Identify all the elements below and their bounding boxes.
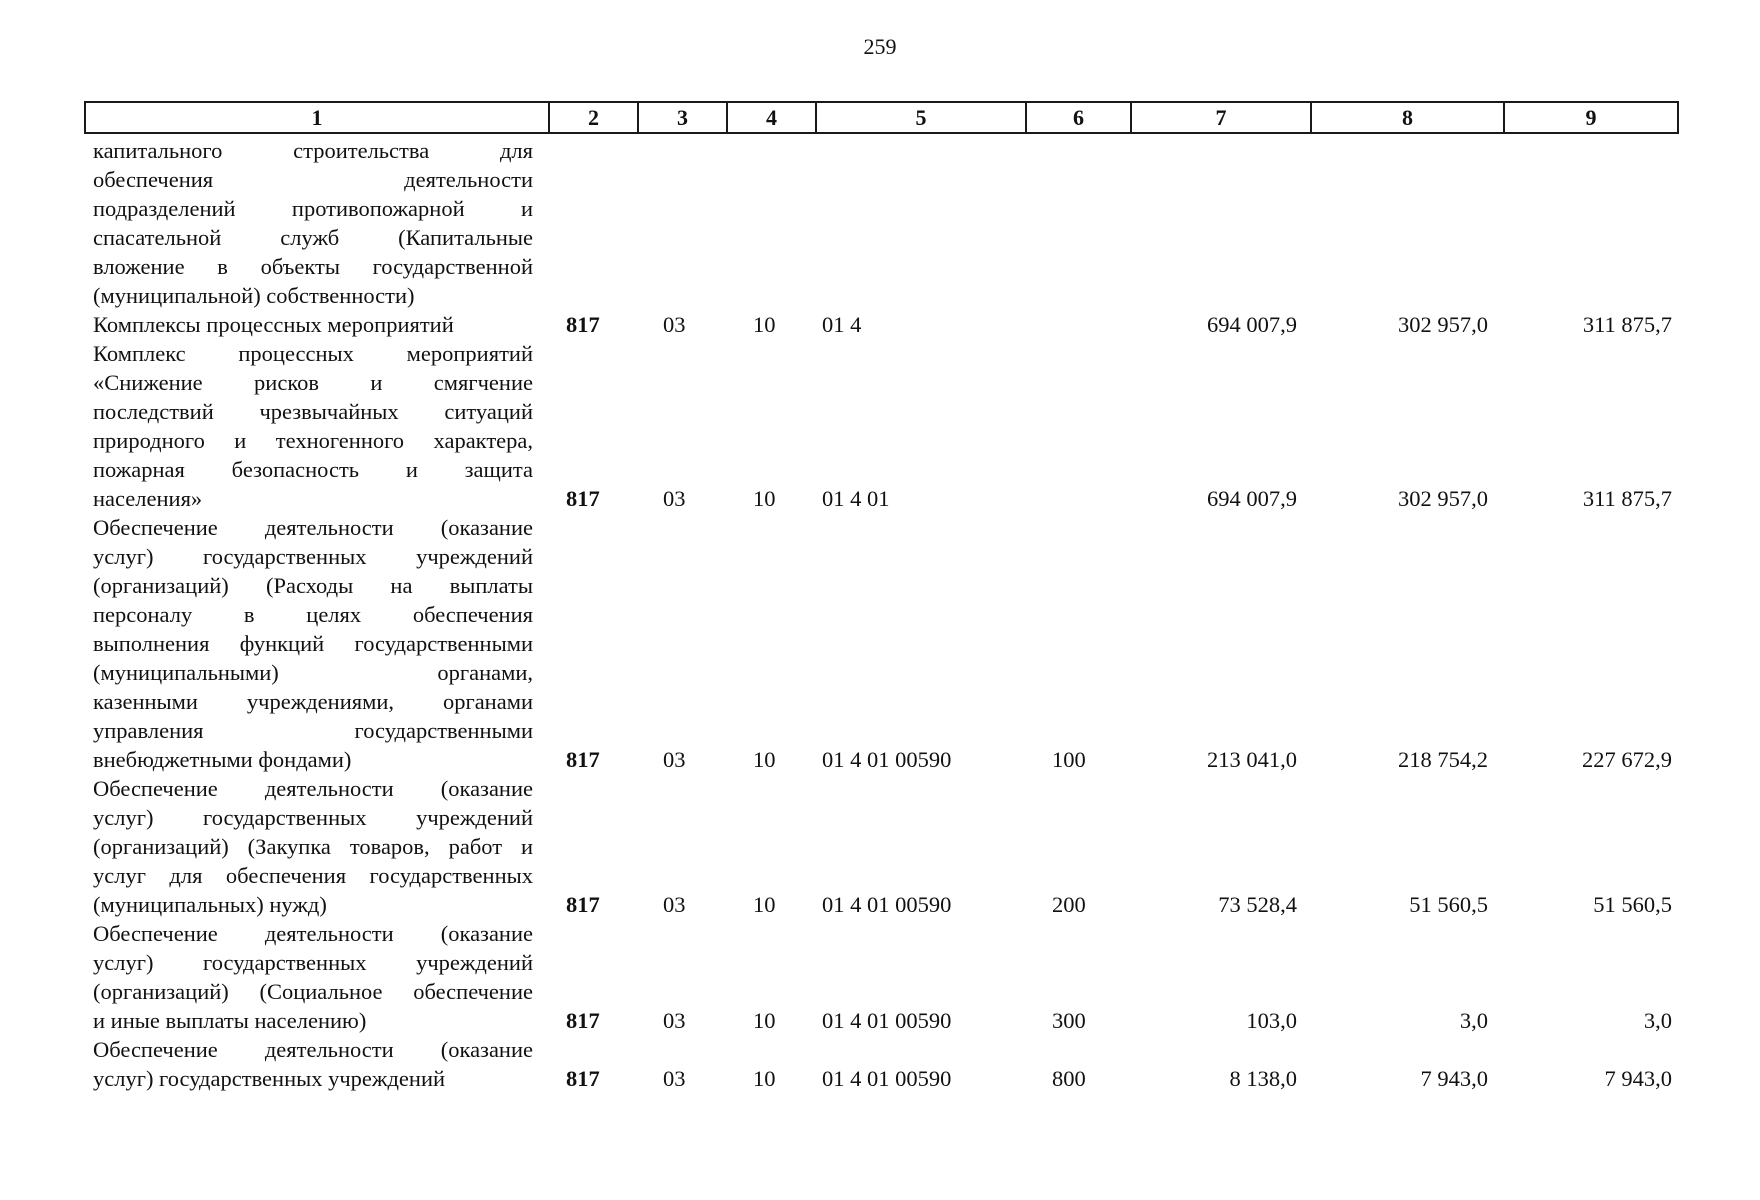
header-col-4: 4	[726, 103, 815, 132]
table-row	[0, 1064, 1760, 1093]
cell-2026: 311 875,7	[1582, 486, 1672, 511]
cell-2024: 103,0	[1246, 1008, 1297, 1033]
cell-rz: 03	[663, 312, 686, 337]
cell-pr: 10	[753, 486, 776, 511]
cell-2026: 3,0	[1643, 1008, 1672, 1033]
cell-grbs: 817	[566, 1066, 600, 1091]
cell-vr: 800	[1052, 1066, 1086, 1091]
cell-csr: 01 4 01 00590	[822, 747, 952, 772]
description-line: и иные выплаты населению)	[93, 1008, 367, 1033]
cell-grbs: 817	[566, 486, 600, 511]
description-line: капитального строительства для	[93, 138, 533, 163]
row-description	[93, 136, 533, 310]
description-line: Обеспечение деятельности (оказание	[93, 1037, 533, 1062]
description-line: спасательной служб (Капитальные	[93, 225, 533, 250]
description-line: управления государственными	[93, 718, 533, 743]
cell-2024: 694 007,9	[1207, 312, 1297, 337]
cell-vr: 300	[1052, 1008, 1086, 1033]
cell-2024: 213 041,0	[1207, 747, 1297, 772]
cell-rz: 03	[663, 486, 686, 511]
cell-2026: 51 560,5	[1593, 892, 1672, 917]
description-line: (организаций) (Закупка товаров, работ и	[93, 834, 533, 859]
table-row	[0, 745, 1760, 774]
cell-csr: 01 4	[822, 312, 862, 337]
cell-pr: 10	[753, 1066, 776, 1091]
description-line: услуг) государственных учреждений	[93, 544, 533, 569]
cell-pr: 10	[753, 1008, 776, 1033]
description-line: (муниципальных) нужд)	[93, 892, 327, 917]
row-description	[93, 513, 533, 774]
cell-rz: 03	[663, 892, 686, 917]
cell-2026: 227 672,9	[1582, 747, 1672, 772]
description-line: подразделений противопожарной и	[93, 196, 533, 221]
cell-grbs: 817	[566, 747, 600, 772]
description-line: последствий чрезвычайных ситуаций	[93, 399, 533, 424]
cell-rz: 03	[663, 1008, 686, 1033]
description-line: «Снижение рисков и смягчение	[93, 370, 533, 395]
description-line: Обеспечение деятельности (оказание	[93, 921, 533, 946]
cell-rz: 03	[663, 1066, 686, 1091]
description-line: (организаций) (Расходы на выплаты	[93, 573, 533, 598]
table-row	[0, 310, 1760, 339]
description-line: услуг для обеспечения государственных	[93, 863, 533, 888]
description-line: природного и техногенного характера,	[93, 428, 533, 453]
description-line: выполнения функций государственными	[93, 631, 533, 656]
cell-2024: 73 528,4	[1218, 892, 1297, 917]
cell-grbs: 817	[566, 892, 600, 917]
cell-2026: 7 943,0	[1604, 1066, 1672, 1091]
cell-2024: 8 138,0	[1229, 1066, 1297, 1091]
header-col-5: 5	[815, 103, 1025, 132]
table-row	[0, 484, 1760, 513]
cell-csr: 01 4 01 00590	[822, 1008, 952, 1033]
cell-pr: 10	[753, 312, 776, 337]
description-line: услуг) государственных учреждений	[93, 950, 533, 975]
table-header	[84, 101, 1679, 134]
cell-vr: 200	[1052, 892, 1086, 917]
cell-2025: 218 754,2	[1398, 747, 1488, 772]
description-line: Обеспечение деятельности (оказание	[93, 776, 533, 801]
description-line: внебюджетными фондами)	[93, 747, 352, 772]
description-line: вложение в объекты государственной	[93, 254, 533, 279]
description-line: персоналу в целях обеспечения	[93, 602, 533, 627]
cell-2025: 302 957,0	[1398, 486, 1488, 511]
cell-pr: 10	[753, 747, 776, 772]
cell-csr: 01 4 01	[822, 486, 890, 511]
header-col-9: 9	[1503, 103, 1677, 132]
description-line: Обеспечение деятельности (оказание	[93, 515, 533, 540]
cell-rz: 03	[663, 747, 686, 772]
description-line: Комплексы процессных мероприятий	[93, 312, 454, 337]
description-line: обеспечения деятельности	[93, 167, 533, 192]
table-row	[0, 890, 1760, 919]
description-line: казенными учреждениями, органами	[93, 689, 533, 714]
description-line: Комплекс процессных мероприятий	[93, 341, 533, 366]
header-col-6: 6	[1025, 103, 1130, 132]
header-col-2: 2	[548, 103, 637, 132]
cell-csr: 01 4 01 00590	[822, 892, 952, 917]
cell-grbs: 817	[566, 1008, 600, 1033]
page-number: 259	[863, 34, 897, 59]
cell-grbs: 817	[566, 312, 600, 337]
description-line: (организаций) (Социальное обеспечение	[93, 979, 533, 1004]
header-col-3: 3	[637, 103, 726, 132]
table-row	[0, 1006, 1760, 1035]
description-line: населения»	[93, 486, 203, 511]
cell-2025: 51 560,5	[1409, 892, 1488, 917]
cell-2024: 694 007,9	[1207, 486, 1297, 511]
description-line: пожарная безопасность и защита	[93, 457, 533, 482]
header-col-1: 1	[311, 105, 323, 130]
header-col-7: 7	[1130, 103, 1310, 132]
cell-2025: 3,0	[1459, 1008, 1488, 1033]
cell-csr: 01 4 01 00590	[822, 1066, 952, 1091]
cell-2025: 7 943,0	[1420, 1066, 1488, 1091]
header-col-8: 8	[1310, 103, 1503, 132]
cell-vr: 100	[1052, 747, 1086, 772]
description-line: (муниципальными) органами,	[93, 660, 533, 685]
description-line: услуг) государственных учреждений	[93, 1066, 446, 1091]
cell-2025: 302 957,0	[1398, 312, 1488, 337]
cell-pr: 10	[753, 892, 776, 917]
cell-2026: 311 875,7	[1582, 312, 1672, 337]
description-line: (муниципальной) собственности)	[93, 283, 415, 308]
description-line: услуг) государственных учреждений	[93, 805, 533, 830]
